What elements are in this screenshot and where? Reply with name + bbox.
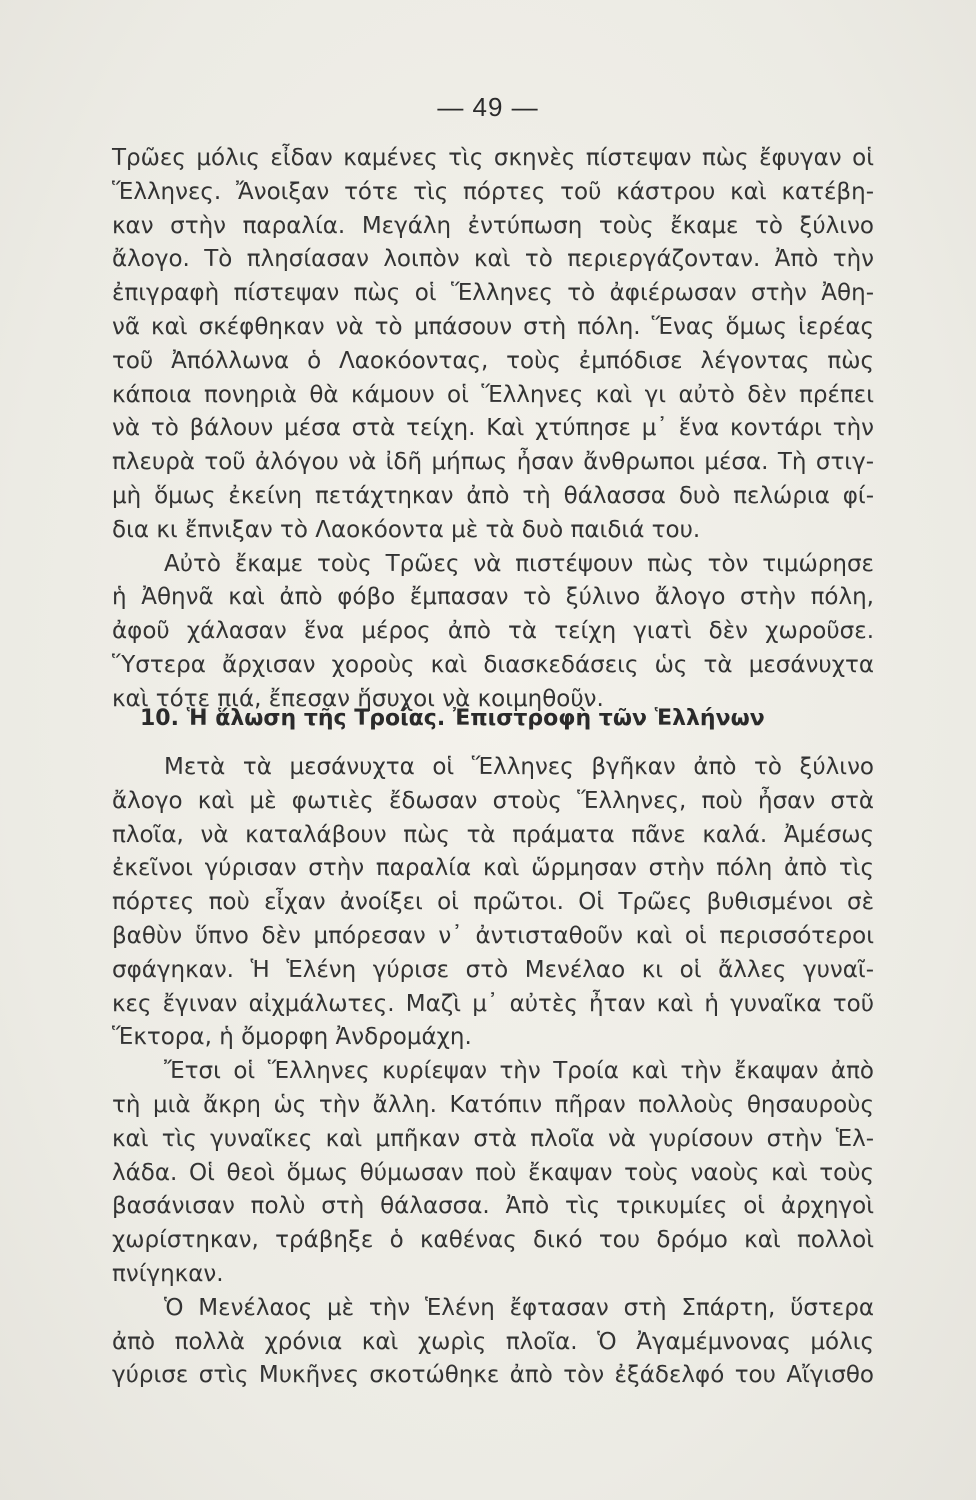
text-line: τὴ μιὰ ἄκρη ὡς τὴν ἄλλη. Κατόπιν πῆραν πολλοὺς θησαυροὺς [112, 1091, 874, 1118]
text-line: Ὁ Μενέλαος μὲ τὴν Ἑλένη ἔφτασαν στὴ Σπάρτη, ὕστερα [164, 1294, 874, 1321]
text-line: ἀφοῦ χάλασαν ἕνα μέρος ἀπὸ τὰ τείχη γιατὶ δὲν χωροῦσε. [112, 618, 874, 645]
text-line: καν στὴν παραλία. Μεγάλη ἐντύπωση τοὺς ἔκαμε τὸ ξύλινο [112, 212, 874, 239]
text-line: γύρισε στὶς Μυκῆνες σκοτώθηκε ἀπὸ τὸν ἐξάδελφό του Αἴγισθο [112, 1362, 874, 1389]
text-line: πλοῖα, νὰ καταλάβουν πὼς τὰ πράματα πᾶνε καλά. Ἀμέσως [112, 821, 874, 848]
text-line: κάποια πονηριὰ θὰ κάμουν οἱ Ἕλληνες καὶ γι αὐτὸ δὲν πρέπει [112, 381, 874, 408]
text-line: ἄλογο. Τὸ πλησίασαν λοιπὸν καὶ τὸ περιεργάζονταν. Ἀπὸ τὴν [112, 246, 874, 273]
text-line: πόρτες ποὺ εἶχαν ἀνοίξει οἱ πρῶτοι. Οἱ Τρῶες βυθισμένοι σὲ [112, 889, 874, 916]
section-heading: 10. Ἡ ἅλωση τῆς Τροίας. Ἐπιστροφὴ τῶν Ἑλλήνων [140, 706, 765, 731]
text-line: ἡ Ἀθηνᾶ καὶ ἀπὸ φόβο ἔμπασαν τὸ ξύλινο ἄλογο στὴν πόλη, [112, 584, 874, 611]
text-line: δια κι ἔπνιξαν τὸ Λαοκόοντα μὲ τὰ δυὸ παιδιά του. [112, 516, 701, 543]
text-line: ἐκεῖνοι γύρισαν στὴν παραλία καὶ ὥρμησαν στὴν πόλη ἀπὸ τὶς [112, 855, 874, 882]
text-line: καὶ τότε πιά, ἔπεσαν ἥσυχοι νὰ κοιμηθοῦν. [112, 685, 604, 712]
text-block-bottom [112, 751, 874, 1393]
text-line: ἄλογο καὶ μὲ φωτιὲς ἔδωσαν στοὺς Ἕλληνες, ποὺ ἦσαν στὰ [112, 787, 874, 814]
text-line: μὴ ὅμως ἐκείνη πετάχτηκαν ἀπὸ τὴ θάλασσα δυὸ πελώρια φί- [112, 482, 874, 509]
text-line: Ἔτσι οἱ Ἕλληνες κυρίεψαν τὴν Τροία καὶ τὴν ἔκαψαν ἀπὸ [164, 1058, 874, 1085]
text-line: βασάνισαν πολὺ στὴ θάλασσα. Ἀπὸ τὶς τρικυμίες οἱ ἀρχηγοὶ [112, 1193, 874, 1220]
text-block-top [112, 142, 874, 717]
text-line: Αὐτὸ ἔκαμε τοὺς Τρῶες νὰ πιστέψουν πὼς τὸν τιμώρησε [164, 550, 874, 577]
text-line: νᾶ καὶ σκέφθηκαν νὰ τὸ μπάσουν στὴ πόλη. Ἕνας ὅμως ἱερέας [112, 313, 874, 340]
text-line: σφάγηκαν. Ἡ Ἑλένη γύρισε στὸ Μενέλαο κι οἱ ἄλλες γυναῖ- [112, 956, 874, 983]
text-line: Τρῶες μόλις εἶδαν καμένες τὶς σκηνὲς πίστεψαν πὼς ἔφυγαν οἱ [112, 145, 874, 171]
text-line: κες ἔγιναν αἰχμάλωτες. Μαζὶ μ᾽ αὐτὲς ἦταν καὶ ἡ γυναῖκα τοῦ [112, 990, 874, 1017]
text-line: Ἕλληνες. Ἄνοιξαν τότε τὶς πόρτες τοῦ κάστρου καὶ κατέβη- [112, 178, 874, 205]
text-line: λάδα. Οἱ θεοὶ ὅμως θύμωσαν ποὺ ἔκαψαν τοὺς ναοὺς καὶ τοὺς [112, 1159, 874, 1186]
text-line: πνίγηκαν. [112, 1260, 224, 1287]
text-line: χωρίστηκαν, τράβηξε ὁ καθένας δικό του δρόμο καὶ πολλοὶ [112, 1227, 874, 1254]
text-line: Ὕστερα ἄρχισαν χοροὺς καὶ διασκεδάσεις ὡς τὰ μεσάνυχτα [112, 651, 874, 678]
text-line: Μετὰ τὰ μεσάνυχτα οἱ Ἕλληνες βγῆκαν ἀπὸ τὸ ξύλινο [164, 754, 874, 780]
text-line: ἐπιγραφὴ πίστεψαν πὼς οἱ Ἕλληνες τὸ ἀφιέρωσαν στὴν Ἀθη- [112, 280, 874, 307]
text-line: νὰ τὸ βάλουν μέσα στὰ τείχη. Καὶ χτύπησε μ᾽ ἕνα κοντάρι τὴν [112, 415, 874, 442]
page-number: — 49 — [437, 92, 539, 122]
text-line: Ἕκτορα, ἡ ὄμορφη Ἀνδρομάχη. [112, 1024, 472, 1051]
text-line: βαθὺν ὕπνο δὲν μπόρεσαν ν᾽ ἀντισταθοῦν καὶ οἱ περισσότεροι [112, 922, 874, 949]
text-line: καὶ τὶς γυναῖκες καὶ μπῆκαν στὰ πλοῖα νὰ γυρίσουν στὴν Ἑλ- [112, 1125, 874, 1152]
text-line: πλευρὰ τοῦ ἀλόγου νὰ ἰδῆ μήπως ἦσαν ἄνθρωποι μέσα. Τὴ στιγ- [112, 449, 874, 476]
text-line: ἀπὸ πολλὰ χρόνια καὶ χωρὶς πλοῖα. Ὁ Ἀγαμέμνονας μόλις [112, 1328, 874, 1355]
text-line: τοῦ Ἀπόλλωνα ὁ Λαοκόοντας, τοὺς ἐμπόδισε λέγοντας πὼς [112, 347, 874, 374]
